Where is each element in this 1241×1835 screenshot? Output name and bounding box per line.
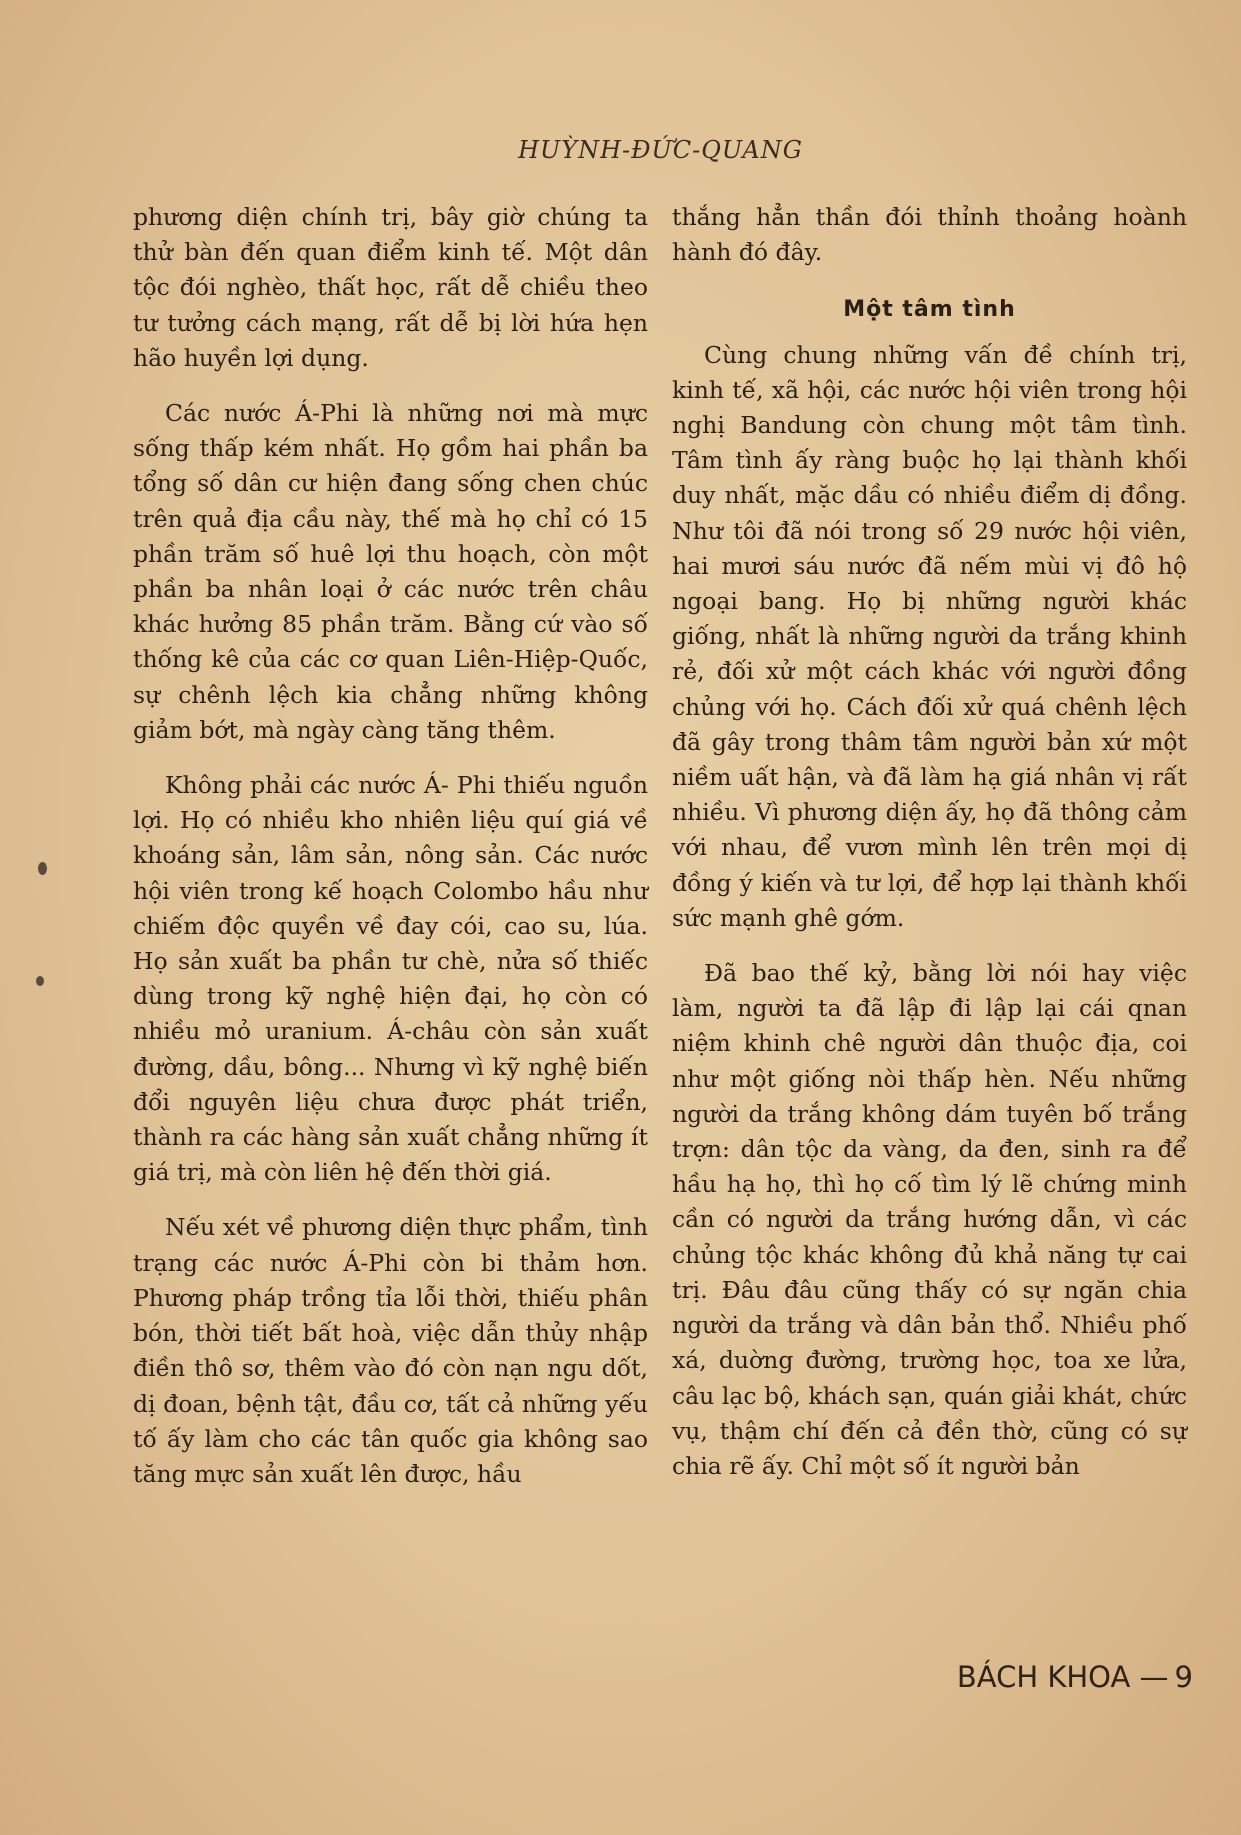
right-column xyxy=(672,200,1187,1504)
paper-speck xyxy=(38,862,47,875)
running-head: HUỲNH-ĐỨC-QUANG xyxy=(518,136,803,164)
page-footer xyxy=(957,1660,1193,1694)
paragraph: Đã bao thế kỷ, bằng lời nói hay việc làm, người ta đã lập đi lập lại cái qnan niệm khinh chê người dân thuộc địa, coi như một giống nòi thấp hèn. Nếu những người da trắng không dám tuyên bố trắng trợn: dân tộc da vàng, da đen, sinh ra để hầu hạ họ, thì họ cố tìm lý lẽ chứng minh cần có người da trắng hướng dẫn, vì các chủng tộc khác không đủ khả năng tự cai trị. Đâu đâu cũng thấy có sự ngăn chia người da trắng và dân bản thổ. Nhiều phố xá, duờng đường, trường học, toa xe lửa, câu lạc bộ, khách sạn, quán giải khát, chức vụ, thậm chí đến cả đền thờ, cũng có sự chia rẽ ấy. Chỉ một số ít người bản xyxy=(672,959,1187,1480)
paragraph-continuation: thắng hẳn thần đói thỉnh thoảng hoành hành đó đây. xyxy=(672,203,1187,267)
paper-speck xyxy=(36,976,44,986)
paragraph: Không phải các nước Á- Phi thiếu nguồn lợi. Họ có nhiều kho nhiên liệu quí giá về khoáng sản, lâm sản, nông sản. Các nước hội viên trong kế hoạch Colombo hầu như chiếm độc quyền về đay cói, cao su, lúa. Họ sản xuất ba phần tư chè, nửa số thiếc dùng trong kỹ nghệ hiện đại, họ còn có nhiều mỏ uranium. Á-châu còn sản xuất đường, dầu, bông... Nhưng vì kỹ nghệ biến đổi nguyên liệu chưa được phát triển, thành ra các hàng sản xuất chẳng những ít giá trị, mà còn liên hệ đến thời giá. xyxy=(133,771,648,1187)
left-column xyxy=(133,200,648,1512)
paragraph: phương diện chính trị, bây giờ chúng ta thử bàn đến quan điểm kinh tế. Một dân tộc đói nghèo, thất học, rất dễ chiều theo tư tưởng cách mạng, rất dễ bị lời hứa hẹn hão huyền lợi dụng. xyxy=(133,203,648,372)
paragraph: Nếu xét về phương diện thực phẩm, tình trạng các nước Á-Phi còn bi thảm hơn. Phương pháp trồng tỉa lỗi thời, thiếu phân bón, thời tiết bất hoà, việc dẫn thủy nhập điền thô sơ, thêm vào đó còn nạn ngu dốt, dị đoan, bệnh tật, đầu cơ, tất cả những yếu tố ấy làm cho các tân quốc gia không sao tăng mực sản xuất lên được, hầu xyxy=(133,1213,648,1488)
paragraph: Cùng chung những vấn đề chính trị, kinh tế, xã hội, các nước hội viên trong hội nghị Bandung còn chung một tâm tình. Tâm tình ấy ràng buộc họ lại thành khối duy nhất, mặc dầu có nhiều điểm dị đồng. Như tôi đã nói trong số 29 nước hội viên, hai mươi sáu nước đã nếm mùi vị đô hộ ngoại bang. Họ bị những người khác giống, nhất là những người da trắng khinh rẻ, đối xử một cách khác với người đồng chủng với họ. Cách đối xử quá chênh lệch đã gây trong thâm tâm người bản xứ một niềm uất hận, và đã làm hạ giá nhân vị rất nhiều. Vì phương diện ấy, họ đã thông cảm với nhau, để vươn mình lên trên mọi dị đồng ý kiến và tư lợi, để hợp lại thành khối sức mạnh ghê gớm. xyxy=(672,340,1187,932)
magazine-name: BÁCH KHOA — xyxy=(956,1660,1169,1694)
page-number: 9 xyxy=(1174,1660,1193,1694)
section-heading: Một tâm tình xyxy=(843,297,1016,323)
paragraph: Các nước Á-Phi là những nơi mà mực sống thấp kém nhất. Họ gồm hai phần ba tổng số dân cư hiện đang sống chen chúc trên quả địa cầu này, thế mà họ chỉ có 15 phần trăm số huê lợi thu hoạch, còn một phần ba nhân loại ở các nước trên châu khác hưởng 85 phần trăm. Bằng cứ vào số thống kê của các cơ quan Liên-Hiệp-Quốc, sự chênh lệch kia chẳng những không giảm bớt, mà ngày càng tăng thêm. xyxy=(133,399,648,744)
